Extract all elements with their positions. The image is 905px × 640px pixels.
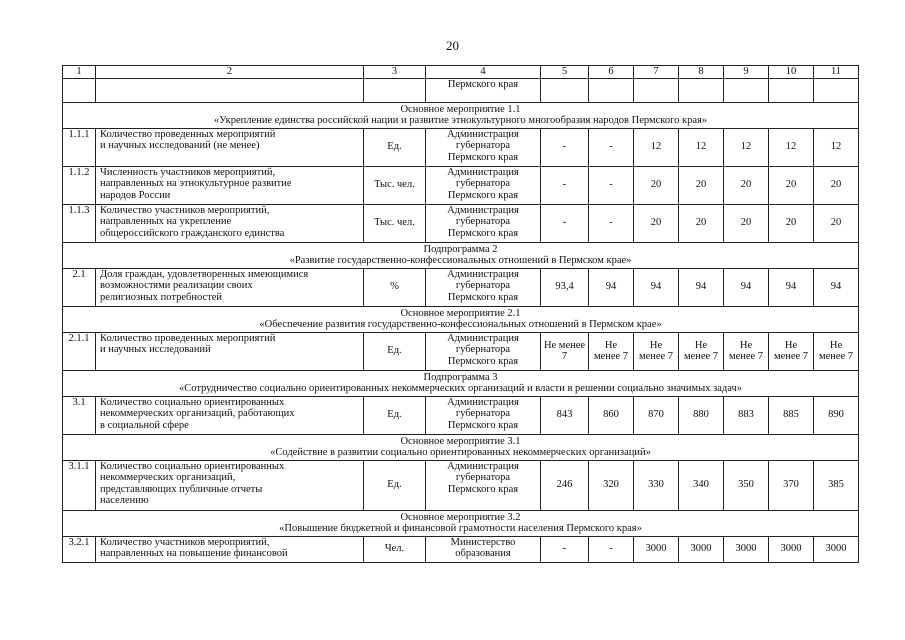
header-cell: 3: [364, 66, 426, 79]
table-cell: [679, 78, 724, 102]
indicator-number: 1.1.1: [63, 128, 96, 166]
cell-line: и научных исследований: [100, 344, 211, 355]
value-cell: Не менее 7: [769, 332, 814, 370]
section-title-cell: [63, 510, 859, 536]
table-cell: [814, 78, 859, 102]
table-cell: [96, 78, 364, 102]
responsible-cell: [426, 166, 541, 204]
cell-line: Численность участников мероприятий,: [100, 166, 276, 178]
value-cell: -: [541, 536, 589, 562]
value-cell: 3000: [679, 536, 724, 562]
value-cell: -: [541, 166, 589, 204]
table-cell: [541, 78, 589, 102]
header-cell: 6: [589, 66, 634, 79]
value-cell: 20: [814, 166, 859, 204]
value-cell: 20: [634, 204, 679, 242]
cell-line: Администрация: [447, 128, 519, 140]
value-cell: 94: [814, 268, 859, 306]
value-cell: 880: [679, 396, 724, 434]
cell-line: возможностями реализации своих: [100, 280, 253, 291]
value-cell: 890: [814, 396, 859, 434]
header-cell: 9: [724, 66, 769, 79]
header-cell: 4: [426, 66, 541, 79]
table-cell: [364, 78, 426, 102]
continuation-row: [63, 78, 859, 102]
value-cell: -: [589, 536, 634, 562]
cell-line: некоммерческих организаций, работающих: [100, 408, 295, 419]
header-row: [63, 66, 859, 79]
value-cell: Не менее 7: [679, 332, 724, 370]
indicator-number: 3.1.1: [63, 460, 96, 510]
header-cell: 1: [63, 66, 96, 79]
indicator-name: [96, 460, 364, 510]
cell-line: Пермского края: [447, 483, 519, 495]
section-title: Основное мероприятие 3.2: [400, 511, 521, 523]
unit-cell: Чел.: [364, 536, 426, 562]
section-row: [63, 306, 859, 332]
cell-line: Пермского края: [447, 227, 519, 239]
table-row: [63, 332, 859, 370]
table-row: [63, 536, 859, 562]
value-cell: 883: [724, 396, 769, 434]
section-subtitle: «Укрепление единства российской нации и развитие этнокультурного многообразия народов Пермского края»: [213, 115, 708, 126]
cell-line: народов России: [100, 189, 171, 201]
value-cell: -: [541, 128, 589, 166]
cell-line: Министерство: [450, 536, 516, 548]
section-subtitle: «Развитие государственно-конфессиональных отношений в Пермском крае»: [289, 255, 632, 266]
cell-line: Пермского края: [447, 355, 519, 367]
cell-line: губернатора: [455, 472, 511, 483]
cell-line: Количество участников мероприятий,: [100, 204, 270, 216]
indicator-name: [96, 128, 364, 166]
value-cell: 20: [769, 166, 814, 204]
cell-line: губернатора: [455, 216, 511, 227]
header-cell: 8: [679, 66, 724, 79]
value-cell: 370: [769, 460, 814, 510]
value-cell: 3000: [634, 536, 679, 562]
section-title-cell: [63, 102, 859, 128]
cell-line: направленных на этнокультурное развитие: [100, 178, 292, 189]
value-cell: 94: [769, 268, 814, 306]
indicator-name: [96, 166, 364, 204]
indicators-table: [62, 65, 859, 563]
cell-line: Пермского края: [447, 151, 519, 163]
indicator-number: 3.2.1: [63, 536, 96, 562]
value-cell: -: [589, 204, 634, 242]
responsible-cell: Пермского края: [426, 78, 541, 102]
value-cell: 94: [589, 268, 634, 306]
value-cell: 12: [814, 128, 859, 166]
indicator-number: 3.1: [63, 396, 96, 434]
value-cell: 94: [634, 268, 679, 306]
indicator-name: [96, 268, 364, 306]
cell-line: в социальной сфере: [100, 419, 189, 431]
value-cell: Не менее 7: [634, 332, 679, 370]
section-title: Основное мероприятие 2.1: [400, 307, 521, 319]
table-row: [63, 128, 859, 166]
value-cell: 20: [679, 204, 724, 242]
responsible-cell: [426, 204, 541, 242]
cell-line: Количество социально ориентированных: [100, 396, 285, 408]
value-cell: 246: [541, 460, 589, 510]
indicator-number: 2.1: [63, 268, 96, 306]
value-cell: 93,4: [541, 268, 589, 306]
cell-line: Пермского края: [447, 419, 519, 431]
section-title: Подпрограмма 2: [423, 243, 498, 255]
page-number: 20: [446, 38, 459, 53]
cell-line: Администрация: [447, 268, 519, 280]
header-cell: 5: [541, 66, 589, 79]
cell-line: религиозных потребностей: [100, 291, 223, 303]
cell-line: направленных на укрепление: [100, 216, 232, 227]
header-cell: 7: [634, 66, 679, 79]
indicator-name: [96, 204, 364, 242]
responsible-cell: [426, 536, 541, 562]
value-cell: Не менее 7: [724, 332, 769, 370]
section-row: [63, 102, 859, 128]
value-cell: 12: [769, 128, 814, 166]
value-cell: 20: [679, 166, 724, 204]
table-cell: [769, 78, 814, 102]
responsible-cell: [426, 128, 541, 166]
table-cell: [634, 78, 679, 102]
indicator-number: 1.1.3: [63, 204, 96, 242]
value-cell: -: [589, 166, 634, 204]
cell-line: Количество социально ориентированных: [100, 460, 285, 472]
cell-line: и научных исследований (не менее): [100, 140, 260, 151]
value-cell: 320: [589, 460, 634, 510]
section-row: [63, 434, 859, 460]
unit-cell: Тыс. чел.: [364, 204, 426, 242]
cell-line: Администрация: [447, 460, 519, 472]
header-cell: 10: [769, 66, 814, 79]
cell-line: губернатора: [455, 178, 511, 189]
value-cell: Не менее 7: [589, 332, 634, 370]
responsible-cell: [426, 396, 541, 434]
header-cell: 2: [96, 66, 364, 79]
section-subtitle: «Содействие в развитии социально ориентированных некоммерческих организаций»: [270, 447, 651, 458]
cell-line: Администрация: [447, 332, 519, 344]
value-cell: -: [541, 204, 589, 242]
value-cell: -: [589, 128, 634, 166]
cell-line: Администрация: [447, 204, 519, 216]
section-title: Основное мероприятие 1.1: [400, 103, 521, 115]
value-cell: 860: [589, 396, 634, 434]
table-row: [63, 460, 859, 510]
section-title-cell: [63, 434, 859, 460]
cell-line: Пермского края: [447, 189, 519, 201]
value-cell: 94: [679, 268, 724, 306]
section-subtitle: «Повышение бюджетной и финансовой грамотности населения Пермского края»: [279, 523, 642, 534]
value-cell: 3000: [724, 536, 769, 562]
value-cell: 12: [724, 128, 769, 166]
cell-line: общероссийского гражданского единства: [100, 227, 285, 239]
section-subtitle: «Обеспечение развития государственно-конфессиональных отношений в Пермском крае»: [259, 319, 662, 330]
responsible-cell: [426, 332, 541, 370]
table-row: [63, 166, 859, 204]
value-cell: 20: [769, 204, 814, 242]
cell-line: Администрация: [447, 166, 519, 178]
value-cell: 20: [634, 166, 679, 204]
cell-line: губернатора: [455, 408, 511, 419]
value-cell: 20: [724, 204, 769, 242]
value-cell: Не менее 7: [814, 332, 859, 370]
section-row: [63, 510, 859, 536]
cell-line: некоммерческих организаций,: [100, 472, 236, 483]
cell-line: населению: [100, 495, 149, 506]
section-title-cell: [63, 370, 859, 396]
table-cell: [63, 78, 96, 102]
cell-line: Количество участников мероприятий,: [100, 536, 270, 548]
cell-line: направленных на повышение финансовой: [100, 548, 288, 559]
cell-line: Количество проведенных мероприятий: [100, 128, 276, 140]
value-cell: 12: [679, 128, 724, 166]
value-cell: 94: [724, 268, 769, 306]
indicator-number: 1.1.2: [63, 166, 96, 204]
value-cell: 843: [541, 396, 589, 434]
cell-line: губернатора: [455, 140, 511, 151]
cell-line: образования: [455, 548, 511, 559]
responsible-cell: [426, 460, 541, 510]
section-title: Подпрограмма 3: [423, 371, 498, 383]
header-cell: 11: [814, 66, 859, 79]
value-cell: 12: [634, 128, 679, 166]
unit-cell: Тыс. чел.: [364, 166, 426, 204]
responsible-cell: [426, 268, 541, 306]
table-cell: [589, 78, 634, 102]
cell-line: представляющих публичные отчеты: [100, 483, 263, 495]
section-title-cell: [63, 242, 859, 268]
unit-cell: %: [364, 268, 426, 306]
table-cell: [724, 78, 769, 102]
unit-cell: Ед.: [364, 460, 426, 510]
value-cell: Не менее 7: [541, 332, 589, 370]
value-cell: 3000: [814, 536, 859, 562]
cell-line: Доля граждан, удовлетворенных имеющимися: [100, 268, 309, 280]
value-cell: 330: [634, 460, 679, 510]
value-cell: 350: [724, 460, 769, 510]
section-row: [63, 242, 859, 268]
value-cell: 3000: [769, 536, 814, 562]
indicator-name: [96, 396, 364, 434]
indicator-number: 2.1.1: [63, 332, 96, 370]
cell-line: губернатора: [455, 280, 511, 291]
value-cell: 870: [634, 396, 679, 434]
unit-cell: Ед.: [364, 396, 426, 434]
value-cell: 20: [814, 204, 859, 242]
table-row: [63, 396, 859, 434]
unit-cell: Ед.: [364, 332, 426, 370]
table-row: [63, 268, 859, 306]
section-row: [63, 370, 859, 396]
value-cell: 885: [769, 396, 814, 434]
value-cell: 20: [724, 166, 769, 204]
value-cell: 340: [679, 460, 724, 510]
section-title: Основное мероприятие 3.1: [400, 435, 521, 447]
value-cell: 385: [814, 460, 859, 510]
cell-line: Количество проведенных мероприятий: [100, 332, 276, 344]
indicator-name: [96, 332, 364, 370]
cell-line: губернатора: [455, 344, 511, 355]
unit-cell: Ед.: [364, 128, 426, 166]
table-row: [63, 204, 859, 242]
cell-line: Администрация: [447, 396, 519, 408]
cell-line: Пермского края: [447, 291, 519, 303]
indicator-name: [96, 536, 364, 562]
section-subtitle: «Сотрудничество социально ориентированных некоммерческих организаций и власти в решении социально значимых задач»: [178, 383, 743, 394]
section-title-cell: [63, 306, 859, 332]
